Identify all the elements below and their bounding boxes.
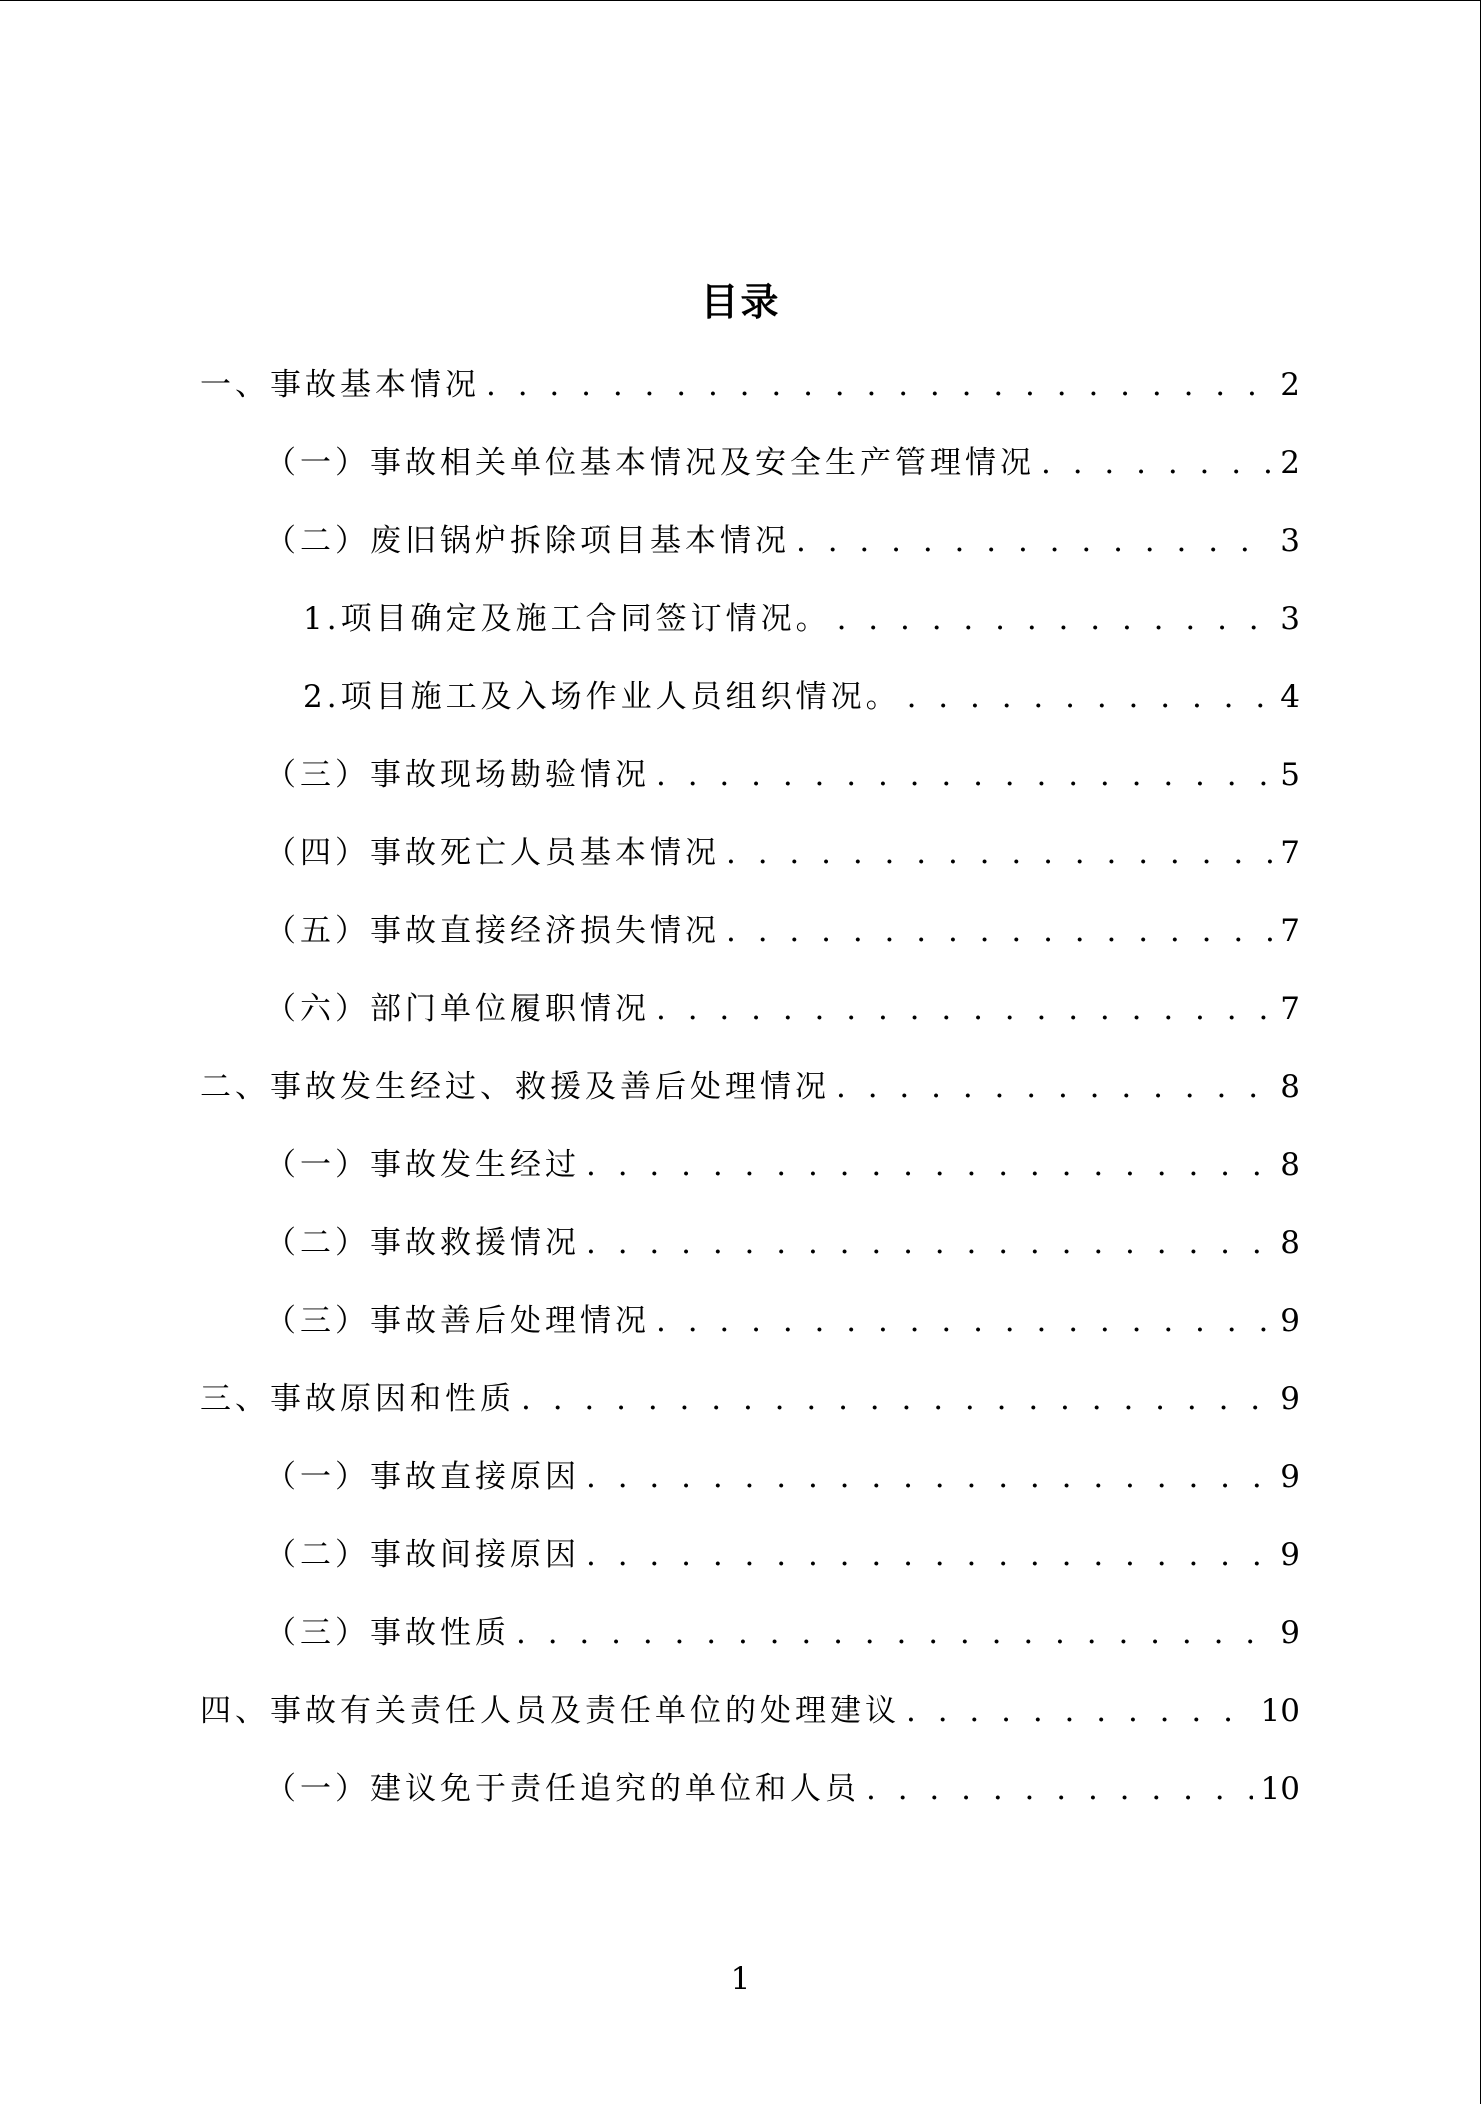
dot-leader (836, 1069, 1272, 1105)
toc-entry-page: 3 (1280, 523, 1300, 559)
toc-entry-label: （一）事故直接原因 (265, 1459, 580, 1495)
toc-entry-label: 2.项目施工及入场作业人员组织情况。 (303, 679, 901, 715)
toc-entry[interactable] (265, 905, 1300, 950)
toc-entry-label: （二）事故间接原因 (265, 1537, 580, 1573)
dot-leader (656, 757, 1272, 793)
toc-entry-page: 9 (1280, 1303, 1300, 1339)
dot-leader (656, 1303, 1272, 1339)
toc-entry-label: 二、事故发生经过、救援及善后处理情况 (200, 1069, 830, 1105)
toc-entry[interactable] (265, 749, 1300, 794)
dot-leader (486, 367, 1272, 403)
dot-leader (837, 601, 1273, 637)
toc-entry[interactable] (265, 1139, 1300, 1184)
toc-entry-page: 10 (1260, 1693, 1300, 1729)
toc-entry-page: 10 (1260, 1771, 1300, 1807)
toc-entry-label: （三）事故现场勘验情况 (265, 757, 650, 793)
toc-entry[interactable] (265, 515, 1300, 560)
toc-entry-page: 2 (1280, 367, 1300, 403)
toc-entry[interactable] (265, 1529, 1300, 1574)
toc-entry-label: （二）废旧锅炉拆除项目基本情况 (265, 523, 790, 559)
toc-entry[interactable] (200, 359, 1300, 404)
toc-entry-label: （一）事故发生经过 (265, 1147, 580, 1183)
toc-entry[interactable] (265, 1295, 1300, 1340)
toc-entry-label: （一）事故相关单位基本情况及安全生产管理情况 (265, 445, 1035, 481)
dot-leader (516, 1615, 1272, 1651)
toc-entry-page: 7 (1280, 913, 1300, 949)
toc-entry-label: （三）事故善后处理情况 (265, 1303, 650, 1339)
toc-entry-page: 7 (1280, 835, 1300, 871)
toc-entry-page: 8 (1280, 1225, 1300, 1261)
toc-entry-page: 9 (1280, 1459, 1300, 1495)
page-number: 1 (730, 1961, 751, 1997)
dot-leader (796, 523, 1272, 559)
toc-entry-label: （一）建议免于责任追究的单位和人员 (265, 1771, 860, 1807)
toc-entry-label: 一、事故基本情况 (200, 367, 480, 403)
toc-entry-label: （六）部门单位履职情况 (265, 991, 650, 1027)
toc-entry-label: （五）事故直接经济损失情况 (265, 913, 720, 949)
toc-entry-page: 3 (1280, 601, 1300, 637)
toc-entry-label: （二）事故救援情况 (265, 1225, 580, 1261)
toc-entry-page: 8 (1280, 1069, 1300, 1105)
toc-entry[interactable] (200, 1685, 1300, 1730)
toc-entry-page: 9 (1280, 1381, 1300, 1417)
toc-entry[interactable] (265, 983, 1300, 1028)
toc-entry[interactable] (265, 827, 1300, 872)
page-title: 目录 (700, 280, 781, 324)
toc-entry[interactable] (303, 593, 1300, 638)
toc-entry-page: 7 (1280, 991, 1300, 1027)
dot-leader (586, 1459, 1272, 1495)
toc-entry[interactable] (265, 1451, 1300, 1496)
toc-entry-label: 1.项目确定及施工合同签订情况。 (303, 601, 831, 637)
dot-leader (726, 913, 1272, 949)
toc-entry[interactable] (303, 671, 1300, 716)
toc-entry[interactable] (265, 1607, 1300, 1652)
toc-entry-label: （三）事故性质 (265, 1615, 510, 1651)
toc-entry[interactable] (265, 437, 1300, 482)
dot-leader (1041, 445, 1272, 481)
toc-entry-label: 三、事故原因和性质 (200, 1381, 515, 1417)
toc-entry-page: 2 (1280, 445, 1300, 481)
toc-entry[interactable] (200, 1061, 1300, 1106)
dot-leader (586, 1225, 1272, 1261)
toc-entry-page: 8 (1280, 1147, 1300, 1183)
toc-entry-page: 4 (1280, 679, 1300, 715)
dot-leader (656, 991, 1272, 1027)
toc-entry-label: （四）事故死亡人员基本情况 (265, 835, 720, 871)
toc-entry[interactable] (265, 1217, 1300, 1262)
dot-leader (907, 679, 1273, 715)
toc-entry-page: 9 (1280, 1537, 1300, 1573)
dot-leader (586, 1537, 1272, 1573)
dot-leader (866, 1771, 1253, 1807)
dot-leader (726, 835, 1272, 871)
dot-leader (586, 1147, 1272, 1183)
toc-entry-page: 9 (1280, 1615, 1300, 1651)
dot-leader (521, 1381, 1272, 1417)
toc-entry[interactable] (265, 1763, 1300, 1808)
toc-entry-label: 四、事故有关责任人员及责任单位的处理建议 (200, 1693, 900, 1729)
dot-leader (906, 1693, 1253, 1729)
toc-entry-page: 5 (1280, 757, 1300, 793)
toc-entry[interactable] (200, 1373, 1300, 1418)
